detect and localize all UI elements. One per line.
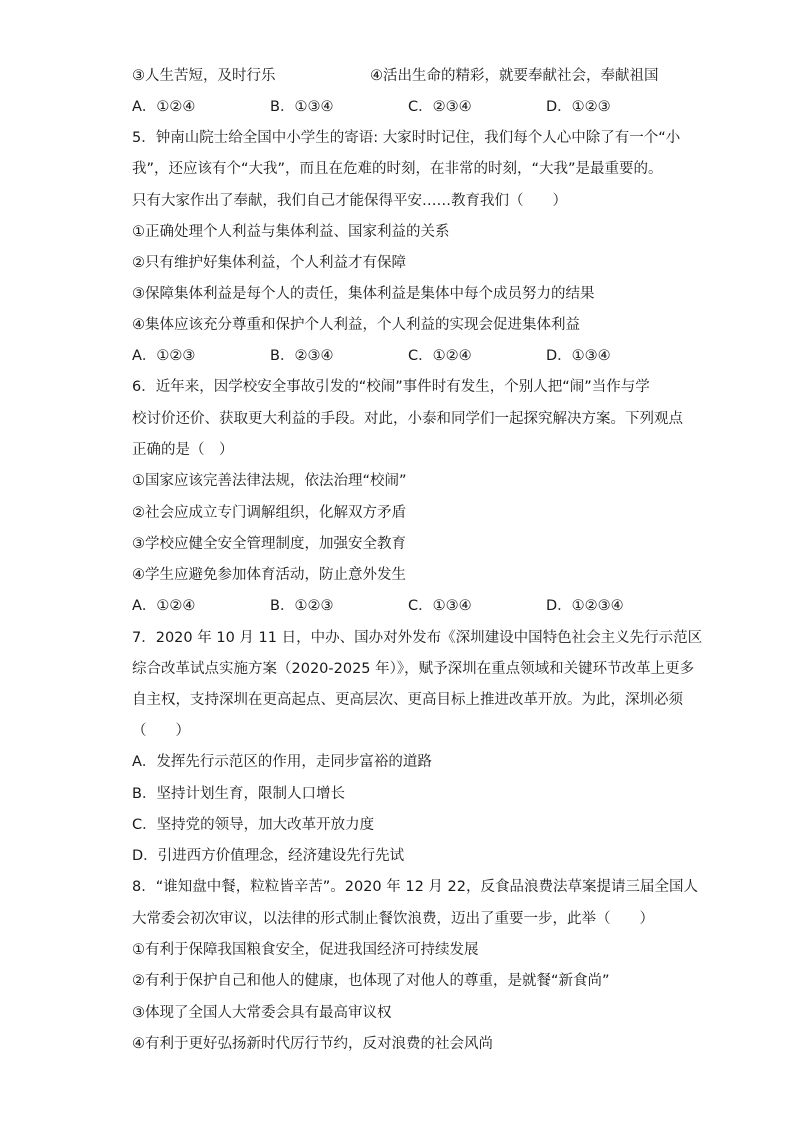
q6-item: ①国家应该完善法律法规，依法治理“校闹” xyxy=(132,473,407,489)
q8-stem-line: 8．“谁知盘中餐，粒粒皆辛苦”。2020 年 12 月 22，反食品浪费法草案提请三届全国人 xyxy=(132,879,698,895)
q5-stem-line: 只有大家作出了奉献，我们自己才能保得平安……教育我们（ ） xyxy=(132,193,567,209)
option-a: A．①②③ xyxy=(132,348,196,364)
q8-stem-line: 大常委会初次审议，以法律的形式制止餐饮浪费，迈出了重要一步，此举（ ） xyxy=(132,911,654,927)
q6-item: ②社会应成立专门调解组织，化解双方矛盾 xyxy=(132,505,406,521)
q5-stem-line: 我”，还应该有个“大我”，而且在危难的时刻，在非常的时刻，“大我”是最重要的。 xyxy=(132,161,663,177)
option-b: B．①②③ xyxy=(270,598,334,614)
q8-item: ④有利于更好弘扬新时代厉行节约，反对浪费的社会风尚 xyxy=(132,1036,493,1052)
q7-option-c: C．坚持党的领导，加大改革开放力度 xyxy=(132,817,375,833)
option-c: C．①③④ xyxy=(408,598,472,614)
q5-item: ①正确处理个人利益与集体利益、国家利益的关系 xyxy=(132,224,450,240)
q7-stem-line: 自主权，支持深圳在更高起点、更高层次、更高目标上推进改革开放。为此，深圳必须 xyxy=(132,692,683,708)
q8-item: ②有利于保护自己和他人的健康，也体现了对他人的尊重，是就餐“新食尚” xyxy=(132,973,610,989)
q5-item: ③保障集体利益是每个人的责任，集体利益是集体中每个成员努力的结果 xyxy=(132,286,595,302)
q5-item: ②只有维护好集体利益，个人利益才有保障 xyxy=(132,255,406,271)
q6-stem-line: 6．近年来，因学校安全事故引发的“校闹”事件时有发生，个别人把“闹”当作与学 xyxy=(132,379,650,395)
q7-option-d: D．引进西方价值理念，经济建设先行先试 xyxy=(132,848,405,864)
q5-stem-line: 5．钟南山院士给全国中小学生的寄语: 大家时时记住，我们每个人心中除了有一个“小 xyxy=(132,130,681,146)
q7-option-b: B．坚持计划生育，限制人口增长 xyxy=(132,786,345,802)
option-c: C．②③④ xyxy=(408,99,472,115)
q7-stem-line: （ ） xyxy=(132,723,190,739)
q7-stem-line: 综合改革试点实施方案（2020-2025 年）》，赋予深圳在重点领域和关键环节改革上更多 xyxy=(132,661,695,677)
q6-item: ③学校应健全安全管理制度，加强安全教育 xyxy=(132,536,406,552)
q6-item: ④学生应避免参加体育活动，防止意外发生 xyxy=(132,567,406,583)
statement-3: ③人生苦短，及时行乐 xyxy=(132,68,276,84)
q5-item: ④集体应该充分尊重和保护个人利益，个人利益的实现会促进集体利益 xyxy=(132,317,580,333)
option-d: D．①②③ xyxy=(546,99,611,115)
q7-stem-line: 7．2020 年 10 月 11 日，中办、国办对外发布《深圳建设中国特色社会主义先行示范区 xyxy=(132,630,703,646)
q6-stem-line: 正确的是（ ） xyxy=(132,442,234,458)
option-a: A．①②④ xyxy=(132,598,196,614)
option-b: B．②③④ xyxy=(270,348,334,364)
option-d: D．①②③④ xyxy=(546,598,624,614)
option-a: A．①②④ xyxy=(132,99,196,115)
q8-item: ③体现了全国人大常委会具有最高审议权 xyxy=(132,1005,392,1021)
option-d: D．①③④ xyxy=(546,348,611,364)
q7-option-a: A．发挥先行示范区的作用，走同步富裕的道路 xyxy=(132,754,432,770)
option-b: B．①③④ xyxy=(270,99,334,115)
q6-stem-line: 校讨价还价、获取更大利益的手段。对此，小泰和同学们一起探究解决方案。下列观点 xyxy=(132,411,683,427)
statement-4: ④活出生命的精彩，就要奉献社会，奉献祖国 xyxy=(370,68,659,84)
option-c: C．①②④ xyxy=(408,348,472,364)
q8-item: ①有利于保障我国粮食安全，促进我国经济可持续发展 xyxy=(132,942,479,958)
